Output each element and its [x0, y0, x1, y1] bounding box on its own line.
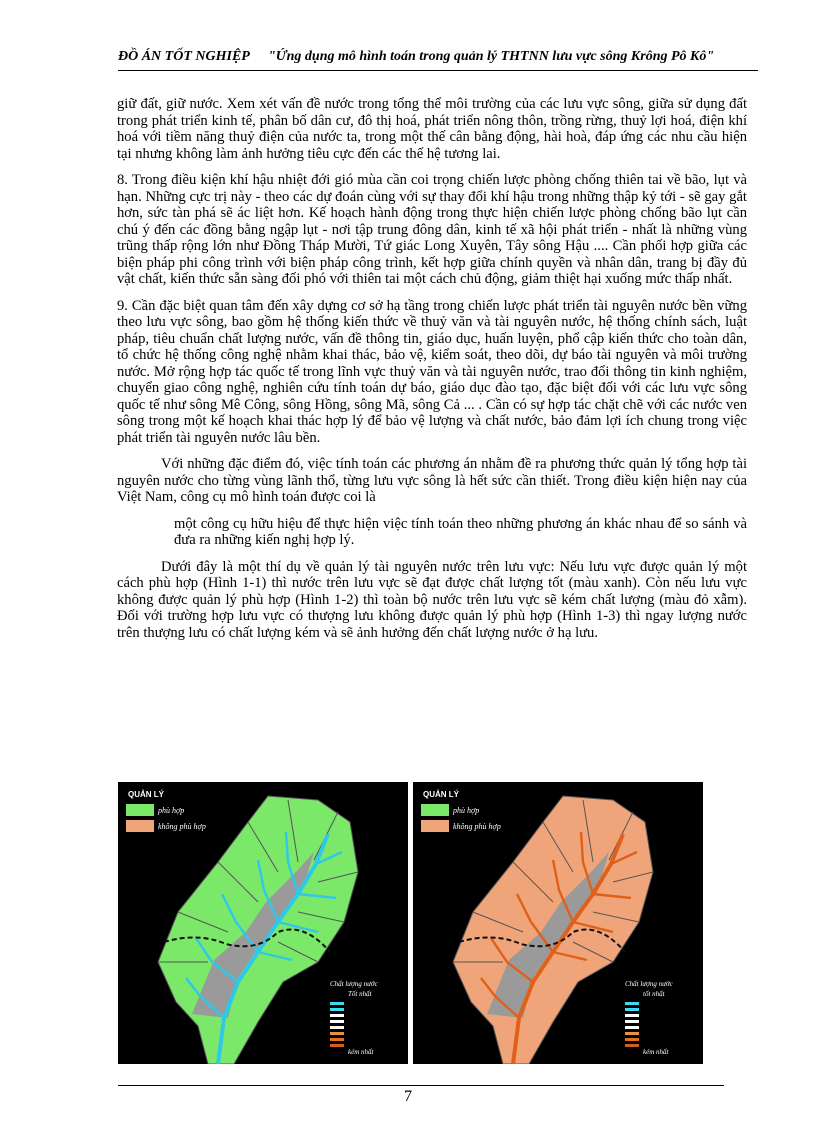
legend-swatch-bad: [126, 820, 154, 832]
quality-bar: [330, 1032, 344, 1035]
quality-bar: [625, 1020, 639, 1023]
quality-bar: [625, 1002, 639, 1005]
watershed-map-right: [413, 782, 703, 1064]
quality-bar: [625, 1014, 639, 1017]
paragraph-6: Dưới đây là một thí dụ về quản lý tài nguyên nước trên lưu vực: Nếu lưu vực được quản lý một cách phù hợp (Hình 1-1) thì nước trên lưu vực sẽ đạt được chất lượng tốt (màu xanh). Còn nếu lưu vực không được quản lý phù hợp (Hình 1-2) thì toàn bộ nước trên lưu vực sẽ kém chất lượng (màu đỏ xẫm). Đối với trường hợp lưu vực có thượng lưu không được quản lý phù hợp (Hình 1-3) thì ngay lượng nước trên thượng lưu có chất lượng kém và sẽ ảnh hưởng đến chất lượng nước ở hạ lưu.: [117, 558, 747, 641]
quality-bar: [625, 1032, 639, 1035]
paragraph-4: Với những đặc điểm đó, việc tính toán các phương án nhằm đề ra phương thức quản lý tổng hợp tài nguyên nước cho từng vùng lãnh thổ, từng lưu vực sông là hết sức cần thiết. Trong điều kiện hiện nay của Việt Nam, công cụ mô hình toán được coi là: [117, 456, 747, 505]
quality-bar: [330, 1038, 344, 1041]
legend-label-bad: không phù hợp: [158, 822, 206, 831]
quality-bar: [330, 1008, 344, 1011]
legend-label-ok: phù hợp: [158, 806, 185, 815]
quality-bar: [625, 1008, 639, 1011]
legend-label-ok: phù hợp: [453, 806, 480, 815]
legend-swatch-ok: [421, 804, 449, 816]
quality-title: Chất lượng nước: [330, 980, 378, 988]
legend-swatch-ok: [126, 804, 154, 816]
quality-bar: [625, 1044, 639, 1047]
header-right: "Ứng dụng mô hình toán trong quản lý THTNN lưu vực sông Krông Pô Kô": [268, 49, 715, 64]
body-text: [117, 96, 747, 651]
quality-best: Tốt nhất: [348, 990, 372, 998]
header-left: ĐỒ ÁN TỐT NGHIỆP: [118, 49, 250, 64]
quality-scale-bars: [330, 1002, 344, 1047]
quality-title: Chất lượng nước: [625, 980, 673, 988]
legend-title: QUẢN LÝ: [423, 790, 459, 799]
paragraph-2: 8. Trong điều kiện khí hậu nhiệt đới gió mùa cần coi trọng chiến lược phòng chống thiên tai về bão, lụt và hạn. Những cực trị này - theo các dự đoán cùng với sự thay đổi khí hậu trong những thập kỷ tới - sẽ gay gắt hơn, sức tàn phá sẽ ác liệt hơn. Kế hoạch hành động trong thực hiện chiến lược phòng chống bão lụt cần chú ý đến các đồng bằng ngập lụt - nơi tập trung đông dân, kinh tế xã hội phát triển - nhất là những vùng trũng thấp rộng lớn như Đồng Tháp Mười, Tứ giác Long Xuyên, Tây sông Hậu .... Cần phối hợp giữa các biện pháp phi công trình với biện pháp công trình, kết hợp giữa chính quyền và nhân dân, trang bị đầy đủ vật chất, kiến thức sẵn sàng đối phó với thiên tai một cách chủ động, giảm thiệt hại xuống mức thấp nhất.: [117, 172, 747, 287]
page-number: 7: [404, 1088, 412, 1105]
watershed-map-left: [118, 782, 408, 1064]
quality-best: tốt nhất: [643, 990, 665, 998]
quality-scale-bars: [625, 1002, 639, 1047]
paragraph-5: một công cụ hữu hiệu để thực hiện việc tính toán theo những phương án khác nhau để so sánh và đưa ra những kiến nghị hợp lý.: [174, 515, 747, 548]
figure-watershed-maps: [118, 782, 724, 1064]
map-panel-right: [413, 782, 703, 1064]
legend-swatch-bad: [421, 820, 449, 832]
page-header: [118, 44, 758, 71]
quality-bar: [625, 1026, 639, 1029]
quality-bar: [330, 1002, 344, 1005]
footer-rule: [118, 1085, 724, 1086]
quality-worst: kém nhất: [348, 1048, 374, 1056]
legend-title: QUẢN LÝ: [128, 790, 164, 799]
paragraph-3: 9. Cần đặc biệt quan tâm đến xây dựng cơ sở hạ tầng trong chiến lược phát triển tài nguyên nước bền vững theo lưu vực sông, bao gồm hệ thống kiến thức về thuỷ văn và tài nguyên nước, hệ thống chính sách, luật pháp, tiêu chuẩn chất lượng nước, vấn đề thông tin, giáo dục, huấn luyện, phổ cập kiến thức cho toàn dân, tổ chức hệ thống công nghệ nhằm khai thác, bảo vệ, kiểm soát, theo dõi, dự báo tài nguyên và môi trường nước. Mở rộng hợp tác quốc tế trong lĩnh vực thuỷ văn và tài nguyên nước, trao đổi thông tin kinh nghiệm, chuyển giao công nghệ, nghiên cứu tính toán dự báo, giáo dục đào tạo, đặc biệt đối với các lưu vực sông quốc tế như sông Mê Công, sông Hồng, sông Mã, sông Cả ... . Cần có sự hợp tác chặt chẽ với các nước ven sông trong một kế hoạch khai thác hợp lý để bảo vệ lượng và chất nước, bảo đảm lợi ích chung trong việc phát triển tài nguyên nước lâu bền.: [117, 297, 747, 446]
legend-label-bad: không phù hợp: [453, 822, 501, 831]
map-panel-left: [118, 782, 408, 1064]
quality-bar: [330, 1014, 344, 1017]
quality-worst: kém nhất: [643, 1048, 669, 1056]
quality-bar: [625, 1038, 639, 1041]
quality-bar: [330, 1044, 344, 1047]
quality-bar: [330, 1020, 344, 1023]
paragraph-1: giữ đất, giữ nước. Xem xét vấn đề nước trong tổng thể môi trường của các lưu vực sông, giữa sử dụng đất trong phát triển kinh tế, phân bố dân cư, đô thị hoá, phát triển nông thôn, trồng rừng, thuỷ lợi hoá, điện khí hoá với tiềm năng thuỷ điện của nước ta, trong một thế cân bằng động, hài hoà, đáp ứng các nhu cầu hiện tại nhưng không làm ảnh hưởng tiêu cực đến các thế hệ tương lai.: [117, 96, 747, 162]
quality-bar: [330, 1026, 344, 1029]
